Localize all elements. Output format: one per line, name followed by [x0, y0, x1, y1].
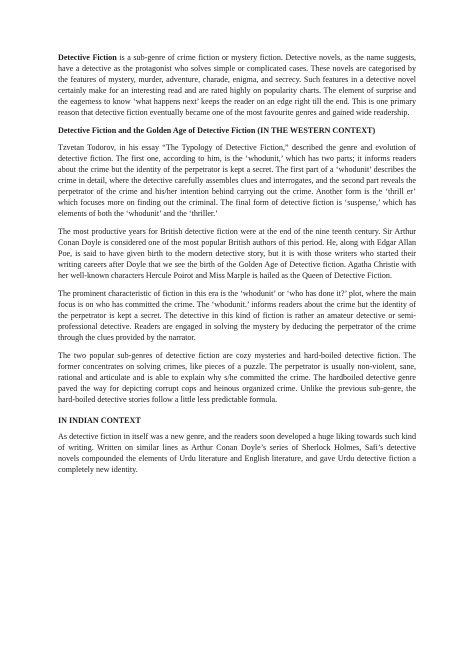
intro-lead-term: Detective Fiction — [58, 53, 117, 62]
intro-text: is a sub-genre of crime fiction or mystery fiction. Detective novels, as the name suggests, have a detective as the protagonist who solves simple or complicated cases. These novels are categorised by the features of mystery, murder, adventure, charade, enigma, and secrecy. Such features in a detective novel certainly make for an interesting read and are rated highly on popularity charts. The element of surprise and the eagerness to know ‘what happens next’ keeps the reader on an edge right till the end. This is one primary reason that detective fiction eventually became one of the most favourite genres and gained wide readership. — [58, 53, 416, 117]
paragraph-british-fiction: The most productive years for British detective fiction were at the end of the nine teenth century. Sir Arthur Conan Doyle is considered one of the most popular British authors of this period. He, along with Edgar Allan Poe, is said to have given birth to the modern detective story, but it is with those writers who started their writing careers after Doyle that we see the birth of the Golden Age of Detective fiction. Agatha Christie with her well-known characters Hercule Poirot and Miss Marple is hailed as the Queen of Detective Fiction. — [58, 227, 416, 280]
paragraph-whodunit: The prominent characteristic of fiction in this era is the ‘whodunit’ or ‘who has done it?’ plot, where the main focus is on who has committed the crime. The ‘whodunit.’ informs readers about the crime but the identity of the perpetrator is kept a secret. The detective in this kind of fiction is rather an amateur detective or semi-professional detective. Readers are engaged in solving the mystery by deducing the perpetrator of the crime through the clues provided by the narrator. — [58, 289, 416, 342]
paragraph-todorov: Tzvetan Todorov, in his essay “The Typology of Detective Fiction,” described the genre and evolution of detective fiction. The first one, according to him, is the ‘whodunit,’ which has two parts; it informs readers about the crime but the identity of the perpetrator is kept a secret. The first part of a ‘whodunit’ describes the crime in detail, where the detective carefully assembles clues and interrogates, and the second part reveals the perpetrator of the crime and his/her intention behind carrying out the crime. Another form is the ‘thrill er’ which focuses more on finding out the criminal. The final form of detective fiction is ‘suspense,’ which has elements of both the ‘whodunit’ and the ‘thriller.’ — [58, 143, 416, 218]
paragraph-indian-context: As detective fiction in itself was a new genre, and the readers soon developed a huge liking towards such kind of writing. Written on similar lines as Arthur Conan Doyle’s series of Sherlock Holmes, Safi’s detective novels compounded the elements of Urdu literature and English literature, and gave Urdu detective fiction a completely new identity. — [58, 432, 416, 474]
intro-paragraph — [58, 52, 416, 118]
paragraph-sub-genres: The two popular sub-genres of detective fiction are cozy mysteries and hard-boiled detective fiction. The former concentrates on solving crimes, like pieces of a puzzle. The perpetrator is usually non-violent, sane, rational and articulate and is able to explain why s/he committed the crime. The hardboiled detective genre paved the way for depicting corrupt cops and heinous organized crime. Unlike the previous sub-genre, the hard-boiled detective stories follow a little less predictable formula. — [58, 351, 416, 404]
heading-golden-age: Detective Fiction and the Golden Age of Detective Fiction (IN THE WESTERN CONTEXT) — [58, 126, 376, 135]
heading-indian-context: IN INDIAN CONTEXT — [58, 416, 141, 425]
